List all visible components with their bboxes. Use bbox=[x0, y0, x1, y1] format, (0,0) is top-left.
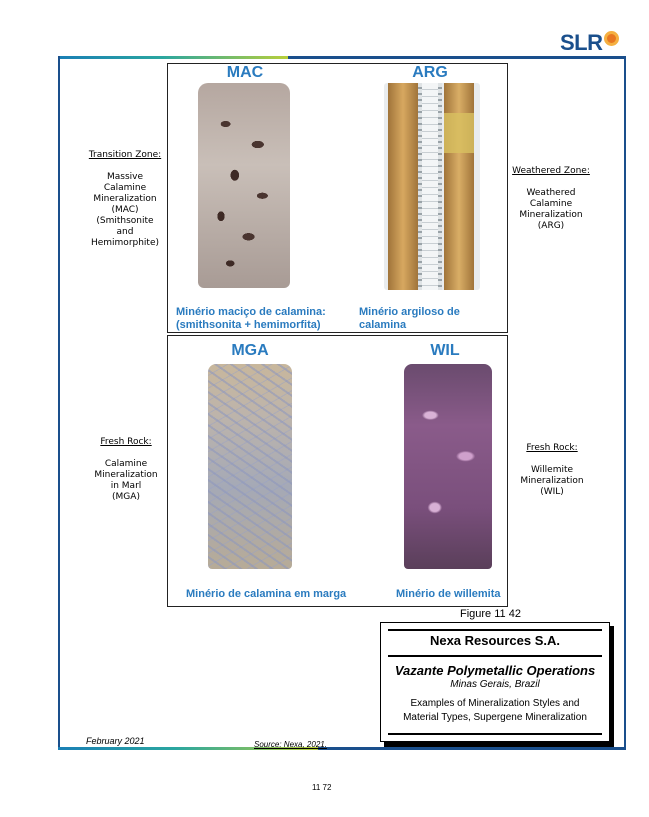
mac-core-photo bbox=[198, 83, 290, 288]
company-name: Nexa Resources S.A. bbox=[429, 633, 561, 648]
weathered-line: Calamine bbox=[529, 199, 573, 209]
transition-line: (MAC) bbox=[111, 205, 139, 215]
description-line2: Material Types, Supergene Mineralization bbox=[403, 712, 587, 723]
fresh-rock-left-label bbox=[84, 437, 168, 503]
fresh-rock-left-heading: Fresh Rock: bbox=[100, 437, 152, 447]
wil-code-label: WIL bbox=[430, 342, 460, 359]
wil-core-photo bbox=[404, 364, 492, 569]
arg-caption: Minério argiloso de calamina bbox=[359, 306, 460, 331]
header-rule-accent bbox=[58, 56, 288, 59]
transition-line: (Smithsonite bbox=[96, 216, 154, 226]
source-note: Source: Nexa, 2021. bbox=[254, 740, 327, 749]
mga-code-label: MGA bbox=[231, 342, 269, 359]
arg-core-photo bbox=[384, 83, 480, 290]
transition-line: Mineralization bbox=[93, 194, 157, 204]
location: Minas Gerais, Brazil bbox=[450, 679, 540, 690]
mga-caption: Minério de calamina em marga bbox=[186, 588, 347, 600]
logo-text: SLR bbox=[560, 30, 603, 55]
title-rule-top bbox=[388, 629, 602, 631]
fresh-left-line: Mineralization bbox=[94, 470, 158, 480]
mac-code-label: MAC bbox=[226, 64, 264, 81]
fresh-right-line: (WIL) bbox=[540, 487, 564, 497]
title-block bbox=[380, 622, 610, 742]
fresh-left-line: (MGA) bbox=[112, 492, 140, 502]
mac-caption-line1: Minério maciço de calamina: bbox=[176, 306, 326, 318]
fresh-rock-right-label bbox=[510, 443, 594, 498]
fresh-left-line: in Marl bbox=[110, 481, 142, 491]
fresh-right-line: Mineralization bbox=[520, 476, 584, 486]
figure-description bbox=[387, 697, 603, 725]
logo-mark-icon bbox=[604, 31, 619, 46]
figure-number: Figure 11 42 bbox=[460, 608, 521, 620]
mac-caption bbox=[176, 306, 356, 332]
transition-zone-label bbox=[82, 150, 168, 249]
title-rule-mid bbox=[388, 655, 602, 657]
transition-line: Hemimorphite) bbox=[90, 238, 160, 248]
weathered-line: Mineralization bbox=[519, 210, 583, 220]
weathered-zone-heading: Weathered Zone: bbox=[512, 166, 590, 176]
frame-right-border bbox=[624, 56, 626, 748]
description-line1: Examples of Mineralization Styles and bbox=[410, 698, 580, 709]
mga-core-photo bbox=[208, 364, 292, 569]
frame-left-border bbox=[58, 56, 60, 748]
transition-line: Calamine bbox=[103, 183, 147, 193]
weathered-zone-label bbox=[508, 166, 594, 232]
page-number: 11 72 bbox=[312, 783, 332, 792]
mac-caption-line2: (smithsonita + hemimorfita) bbox=[176, 319, 321, 331]
weathered-line: (ARG) bbox=[537, 221, 565, 231]
wil-caption: Minério de willemita bbox=[396, 588, 501, 600]
title-rule-bottom bbox=[388, 733, 602, 735]
fresh-left-line: Calamine bbox=[104, 459, 148, 469]
fresh-right-line: Willemite bbox=[530, 465, 574, 475]
slr-logo bbox=[560, 30, 626, 56]
transition-line: Massive bbox=[106, 172, 144, 182]
arg-code-label: ARG bbox=[412, 64, 448, 81]
report-date: February 2021 bbox=[86, 736, 145, 746]
transition-zone-heading: Transition Zone: bbox=[88, 150, 162, 160]
weathered-line: Weathered bbox=[526, 188, 576, 198]
fresh-rock-right-heading: Fresh Rock: bbox=[526, 443, 578, 453]
operation-name: Vazante Polymetallic Operations bbox=[394, 663, 596, 678]
transition-line: and bbox=[116, 227, 134, 237]
